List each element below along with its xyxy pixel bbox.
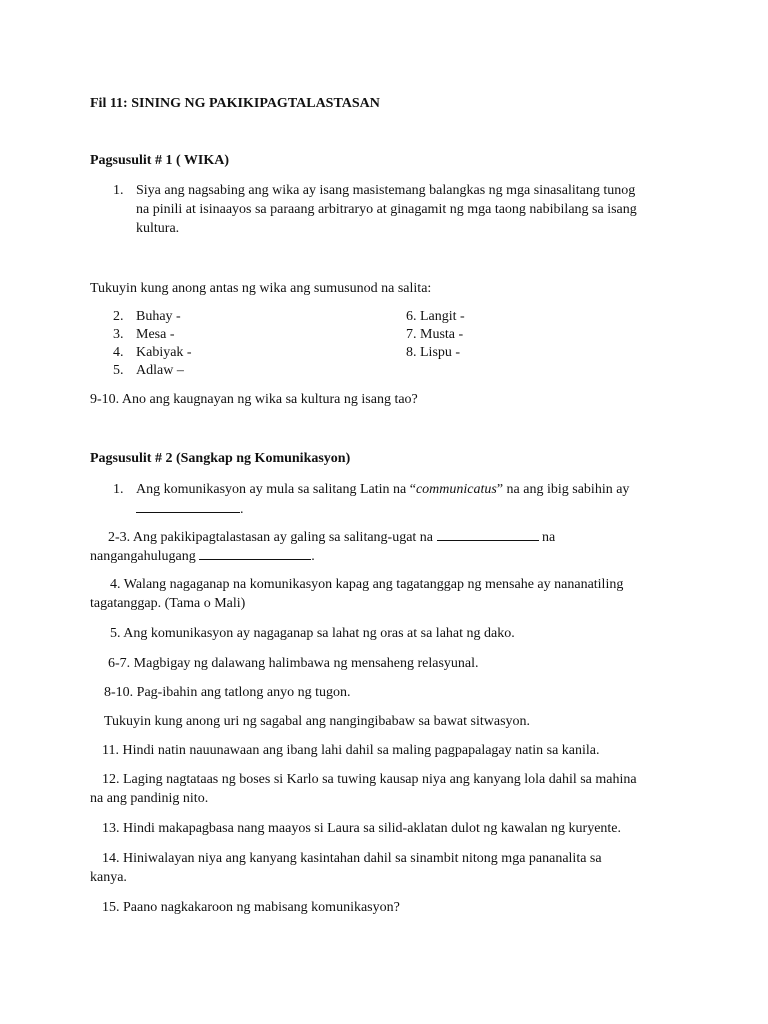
quiz2-instruction: Tukuyin kung anong uri ng sagabal ang nangingibabaw sa bawat sitwasyon. (104, 714, 531, 729)
quiz2-q2-3-line2: nangangahulugang . (90, 546, 315, 567)
quiz2-q2-3-line1 (108, 527, 555, 548)
quiz1-item-4-text: Kabiyak - (136, 345, 192, 360)
quiz1-instruction: Tukuyin kung anong antas ng wika ang sumusunod na salita: (90, 281, 432, 296)
quiz1-q9-10: 9-10. Ano ang kaugnayan ng wika sa kultura ng isang tao? (90, 392, 418, 407)
quiz2-q6-7: 6-7. Magbigay ng dalawang halimbawa ng mensaheng relasyunal. (108, 656, 479, 671)
quiz1-heading: Pagsusulit # 1 ( WIKA) (90, 153, 229, 168)
quiz1-q1-line2: na pinili at isinaayos sa paraang arbitraryo at ginagamit ng mga taong nabibilang sa isang (136, 202, 637, 217)
quiz2-q2-3-text-after: na (542, 530, 556, 545)
quiz1-item-8: 8. Lispu - (406, 345, 461, 360)
quiz2-heading: Pagsusulit # 2 (Sangkap ng Komunikasyon) (90, 451, 351, 466)
quiz2-q1-text-after: ” na ang ibig sabihin ay (496, 482, 630, 497)
quiz2-q12-line1: 12. Laging nagtataas ng boses si Karlo sa tuwing kausap niya ang kanyang lola dahil sa mahina (102, 772, 637, 787)
quiz2-q1-latin-word: communicatus (415, 482, 497, 497)
quiz2-q4-line2: tagatanggap. (Tama o Mali) (90, 596, 246, 611)
quiz1-item-2-text: Buhay - (136, 309, 181, 324)
quiz2-q14-line1: 14. Hiniwalayan niya ang kanyang kasintahan dahil sa sinambit nitong mga pananalita sa (102, 851, 602, 866)
quiz2-q14-line2: kanya. (90, 870, 127, 885)
quiz1-item-5-number: 5. (113, 363, 124, 378)
quiz1-item-4-number: 4. (113, 345, 124, 360)
quiz1-item-7: 7. Musta - (406, 327, 464, 342)
quiz2-q5: 5. Ang komunikasyon ay nagaganap sa lahat ng oras at sa lahat ng dako. (110, 626, 515, 641)
quiz2-q15: 15. Paano nagkakaroon ng mabisang komunikasyon? (102, 900, 400, 915)
quiz2-q4-line1: 4. Walang nagaganap na komunikasyon kapag ang tagatanggap ng mensahe ay nananatiling (110, 577, 624, 592)
quiz2-q2-3-line2-text: nangangahulugang (90, 549, 196, 564)
quiz1-item-3-number: 3. (113, 327, 124, 342)
quiz2-q13: 13. Hindi makapagbasa nang maayos si Laura sa silid-aklatan dulot ng kawalan ng kuryente. (102, 821, 622, 836)
quiz2-q1-text-before: Ang komunikasyon ay mula sa salitang Latin na “ (136, 482, 416, 497)
answer-blank[interactable] (437, 527, 539, 541)
quiz2-q8-10: 8-10. Pag-ibahin ang tatlong anyo ng tugon. (104, 685, 351, 700)
quiz2-q11: 11. Hindi natin nauunawaan ang ibang lahi dahil sa maling pagpapalagay natin sa kanila. (102, 743, 600, 758)
quiz2-q1-line2: . (136, 499, 244, 520)
quiz1-q1-number: 1. (113, 183, 124, 198)
quiz1-item-5-text: Adlaw – (136, 363, 184, 378)
quiz2-q1-number: 1. (113, 482, 124, 497)
quiz1-item-3-text: Mesa - (136, 327, 175, 342)
answer-blank[interactable] (136, 499, 240, 513)
quiz2-q2-3-text-before: 2-3. Ang pakikipagtalastasan ay galing sa salitang-ugat na (108, 530, 434, 545)
quiz1-item-2-number: 2. (113, 309, 124, 324)
quiz1-q1-line3: kultura. (136, 221, 180, 236)
document-title: Fil 11: SINING NG PAKIKIPAGTALASTASAN (90, 96, 380, 111)
answer-blank[interactable] (199, 546, 311, 560)
quiz2-q1-line1 (136, 480, 629, 500)
quiz1-item-6: 6. Langit - (406, 309, 465, 324)
quiz2-q12-line2: na ang pandinig nito. (90, 791, 209, 806)
quiz1-q1-line1: Siya ang nagsabing ang wika ay isang masistemang balangkas ng mga sinasalitang tunog (136, 183, 636, 198)
